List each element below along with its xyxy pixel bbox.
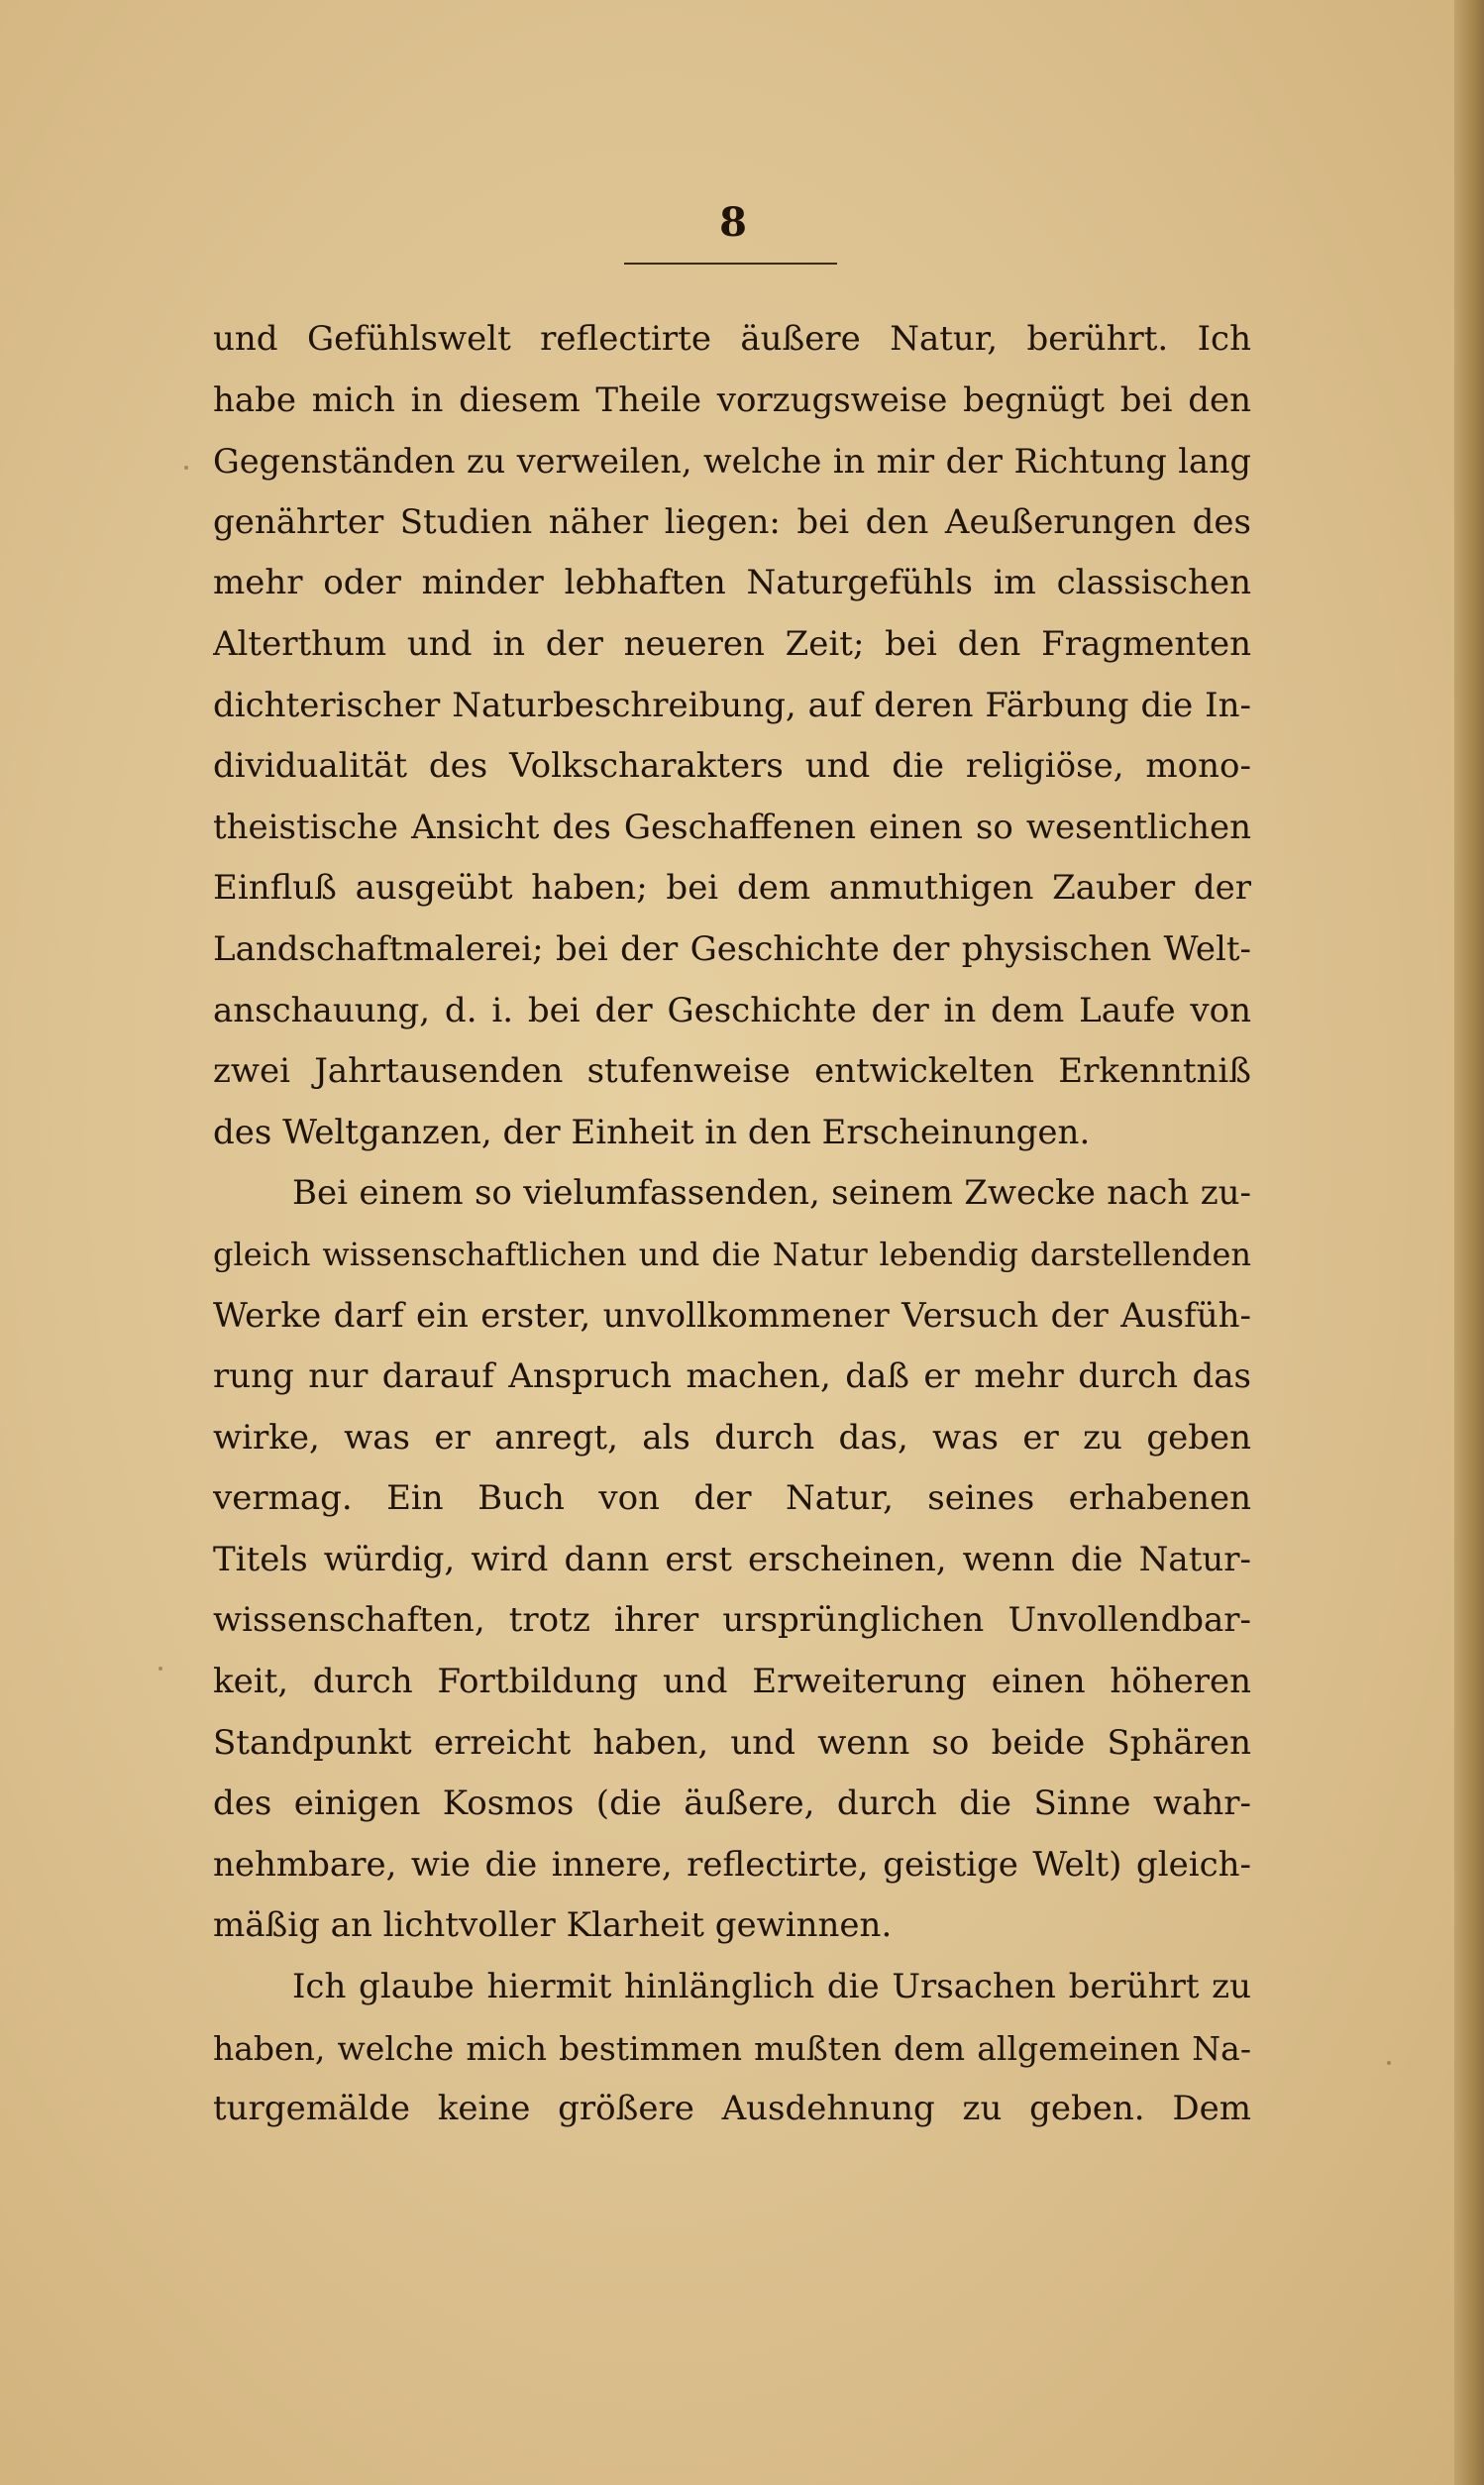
text-line-24: Standpunkt erreicht haben, und wenn so beide Sphären <box>213 1722 1251 1763</box>
text-line-6: Alterthum und in der neueren Zeit; bei den Fragmenten <box>213 623 1251 664</box>
text-line-20: vermag. Ein Buch von der Natur, seines erhabenen <box>213 1478 1251 1519</box>
text-line-8: dividualität des Volkscharakters und die religiöse, mono- <box>213 746 1251 787</box>
body-text <box>213 309 1251 2140</box>
text-line-25: des einigen Kosmos (die äußere, durch die Sinne wahr- <box>213 1783 1251 1824</box>
text-line-27: mäßig an lichtvoller Klarheit gewinnen. <box>213 1905 893 1946</box>
text-line-23: keit, durch Fortbildung und Erweiterung einen höheren <box>213 1662 1251 1702</box>
text-line-4: genährter Studien näher liegen: bei den Aeußerungen des <box>213 501 1251 542</box>
text-line-9: theistische Ansicht des Geschaffenen einen so wesentlichen <box>213 807 1251 847</box>
text-line-13: zwei Jahrtausenden stufenweise entwickelten Erkenntniß <box>213 1051 1251 1092</box>
page-number: 8 <box>719 199 747 246</box>
text-line-15: Bei einem so vielumfassenden, seinem Zwecke nach zu- <box>292 1173 1251 1214</box>
text-line-14: des Weltganzen, der Einheit in den Erscheinungen. <box>213 1112 1091 1152</box>
paper-speck <box>184 466 188 470</box>
header-rule <box>624 263 837 265</box>
text-line-18: rung nur darauf Anspruch machen, daß er mehr durch das <box>213 1356 1251 1397</box>
book-spine-edge <box>1454 0 1484 2485</box>
text-line-19: wirke, was er anregt, als durch das, was er zu geben <box>213 1417 1251 1458</box>
text-line-30: turgemälde keine größere Ausdehnung zu geben. Dem <box>213 2089 1251 2129</box>
text-line-17: Werke darf ein erster, unvollkommener Versuch der Ausfüh- <box>213 1295 1251 1336</box>
paper-speck <box>159 1667 162 1671</box>
text-line-5: mehr oder minder lebhaften Naturgefühls im classischen <box>213 563 1251 603</box>
text-line-21: Titels würdig, wird dann erst erscheinen, wenn die Natur- <box>213 1539 1251 1579</box>
text-line-22: wissenschaften, trotz ihrer ursprünglichen Unvollendbar- <box>213 1600 1251 1641</box>
paper-speck <box>1387 2061 1391 2065</box>
text-line-12: anschauung, d. i. bei der Geschichte der in dem Laufe von <box>213 990 1251 1030</box>
text-line-11: Landschaftmalerei; bei der Geschichte der physischen Welt- <box>213 928 1251 969</box>
text-line-3: Gegenständen zu verweilen, welche in mir der Richtung lang <box>213 442 1251 482</box>
text-line-10: Einfluß ausgeübt haben; bei dem anmuthigen Zauber der <box>213 868 1251 909</box>
text-line-16: gleich wissenschaftlichen und die Natur lebendig darstellenden <box>213 1235 1251 1273</box>
text-line-7: dichterischer Naturbeschreibung, auf deren Färbung die In- <box>213 685 1251 725</box>
text-line-26: nehmbare, wie die innere, reflectirte, geistige Welt) gleich- <box>213 1844 1251 1885</box>
text-line-29: haben, welche mich bestimmen mußten dem allgemeinen Na- <box>213 2028 1251 2068</box>
text-line-1: und Gefühlswelt reflectirte äußere Natur, berührt. Ich <box>213 319 1251 359</box>
text-line-28: Ich glaube hiermit hinlänglich die Ursachen berührt zu <box>292 1967 1251 2007</box>
text-line-2: habe mich in diesem Theile vorzugsweise begnügt bei den <box>213 379 1251 420</box>
